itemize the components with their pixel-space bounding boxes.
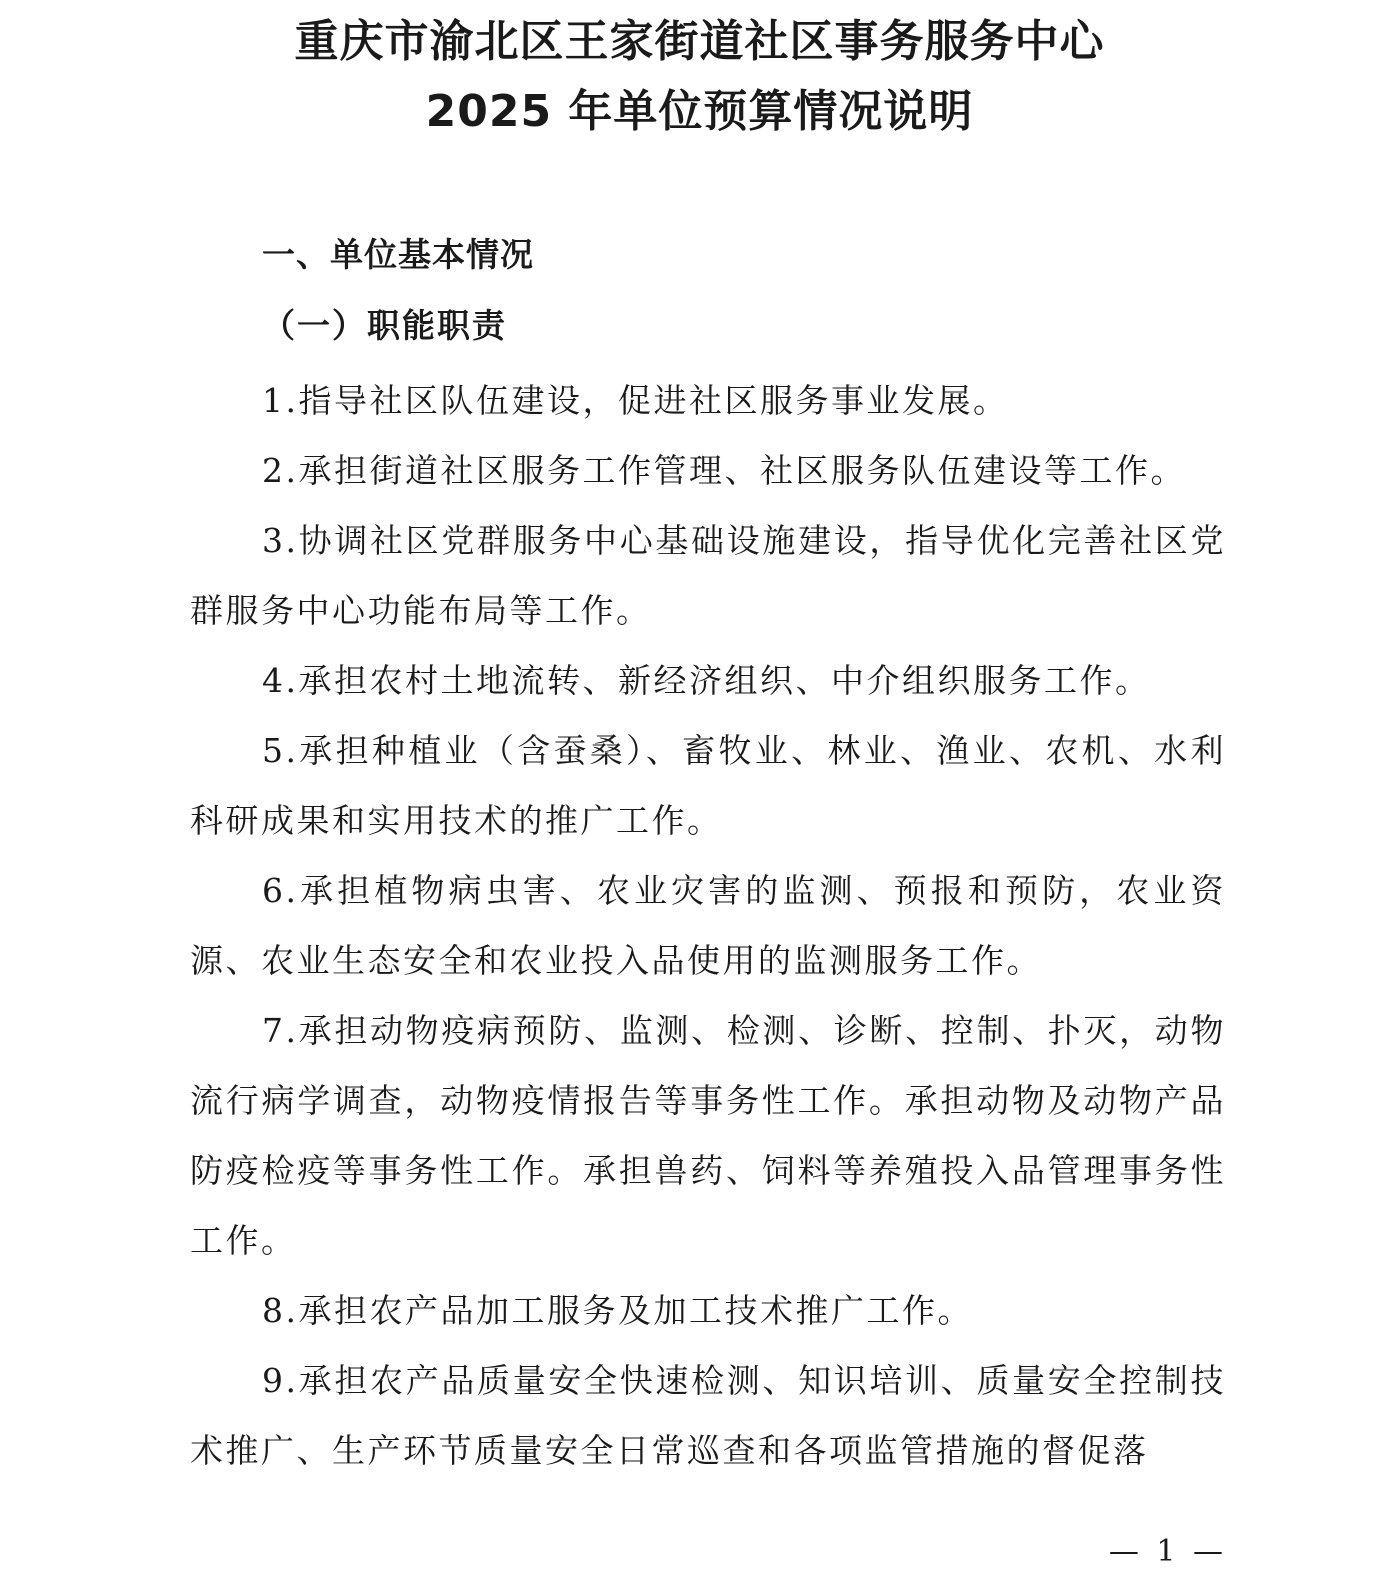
duty-paragraph-3: 3.协调社区党群服务中心基础设施建设，指导优化完善社区党群服务中心功能布局等工作。 — [190, 521, 1226, 630]
duty-paragraph-2: 2.承担街道社区服务工作管理、社区服务队伍建设等工作。 — [262, 451, 1186, 490]
subsection-heading: （一）职能职责 — [262, 306, 507, 345]
document-title-line2: 2025 年单位预算情况说明 — [425, 86, 974, 137]
duty-paragraph-4: 4.承担农村土地流转、新经济组织、中介组织服务工作。 — [262, 661, 1151, 700]
page-number: — 1 — — [1108, 1534, 1227, 1569]
duty-paragraph-1: 1.指导社区队伍建设，促进社区服务事业发展。 — [262, 381, 1009, 420]
section-heading: 一、单位基本情况 — [262, 235, 534, 274]
duty-paragraph-9: 9.承担农产品质量安全快速检测、知识培训、质量安全控制技术推广、生产环节质量安全日常巡查和各项监管措施的督促落 — [190, 1361, 1226, 1470]
duty-paragraph-7: 7.承担动物疫病预防、监测、检测、诊断、控制、扑灭，动物流行病学调查，动物疫情报告等事务性工作。承担动物及动物产品防疫检疫等事务性工作。承担兽药、饲料等养殖投入品管理事务性工作。 — [190, 1011, 1226, 1260]
duty-paragraph-5: 5.承担种植业（含蚕桑）、畜牧业、林业、渔业、农机、水利科研成果和实用技术的推广工作。 — [190, 731, 1226, 840]
duty-paragraph-8: 8.承担农产品加工服务及加工技术推广工作。 — [262, 1291, 973, 1330]
document-title-line1: 重庆市渝北区王家街道社区事务服务中心 — [294, 16, 1105, 67]
duty-paragraph-6: 6.承担植物病虫害、农业灾害的监测、预报和预防，农业资源、农业生态安全和农业投入品使用的监测服务工作。 — [190, 871, 1226, 980]
